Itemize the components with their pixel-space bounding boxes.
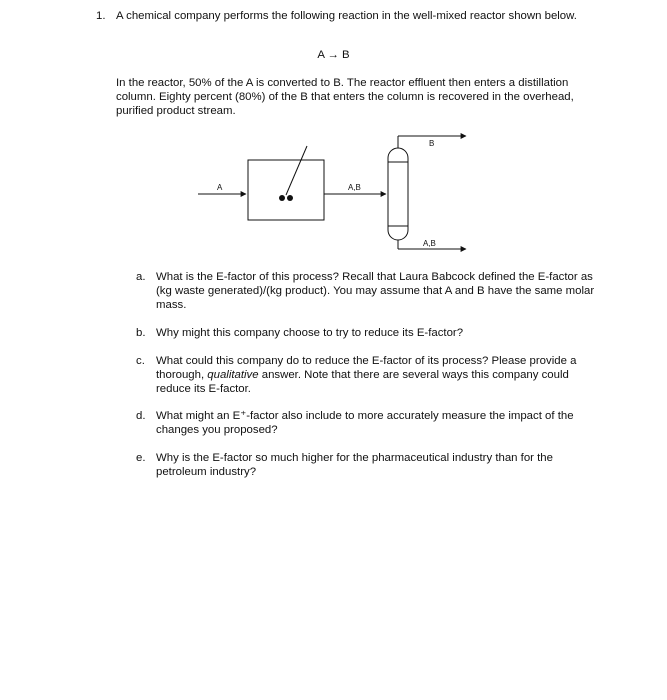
reaction-equation: A → B bbox=[317, 49, 350, 61]
bottoms-label: A,B bbox=[423, 239, 436, 248]
subquestion-text-part: What could this company do to reduce the E-factor of its process? Please provide a thorough, bbox=[156, 355, 577, 381]
subquestion-label: e. bbox=[136, 452, 146, 464]
agitator-blade-left bbox=[279, 195, 285, 201]
subquestion-label: c. bbox=[136, 355, 145, 367]
subquestion-text: What is the E-factor of this process? Recall that Laura Babcock defined the E-factor as (kg waste generated)/(kg product). You may assume that A and B have the same molar mass. bbox=[156, 271, 595, 311]
subquestion-text-part: answer. Note that there are several ways this company could reduce its E-factor. bbox=[156, 369, 569, 395]
agitator-shaft bbox=[286, 146, 307, 195]
process-description: In the reactor, 50% of the A is converted to B. The reactor effluent then enters a distillation column. Eighty percent (80%) of the B that enters the column is recovered in the overhead, purified product stream. bbox=[116, 77, 574, 117]
process-flow-diagram bbox=[190, 132, 480, 257]
overhead-label: B bbox=[429, 139, 435, 148]
question-number: 1. bbox=[96, 10, 106, 22]
subquestion-text: Why is the E-factor so much higher for the pharmaceutical industry than for the petroleum industry? bbox=[156, 452, 553, 478]
subquestion-text bbox=[156, 354, 596, 396]
feed-label: A bbox=[217, 183, 223, 192]
agitator-blade-right bbox=[287, 195, 293, 201]
subquestion-emphasis: qualitative bbox=[207, 369, 259, 381]
subquestion-text: What might an E⁺-factor also include to more accurately measure the impact of the changes you proposed? bbox=[156, 410, 574, 436]
subquestion-label: b. bbox=[136, 327, 146, 339]
question-intro: A chemical company performs the following reaction in the well-mixed reactor shown below. bbox=[116, 10, 577, 22]
subquestion-label: d. bbox=[136, 410, 146, 422]
reactor-outlet-label: A,B bbox=[348, 183, 361, 192]
subquestion-label: a. bbox=[136, 271, 146, 283]
reactor-vessel bbox=[248, 160, 324, 220]
subquestion-text: Why might this company choose to try to reduce its E-factor? bbox=[156, 327, 464, 339]
